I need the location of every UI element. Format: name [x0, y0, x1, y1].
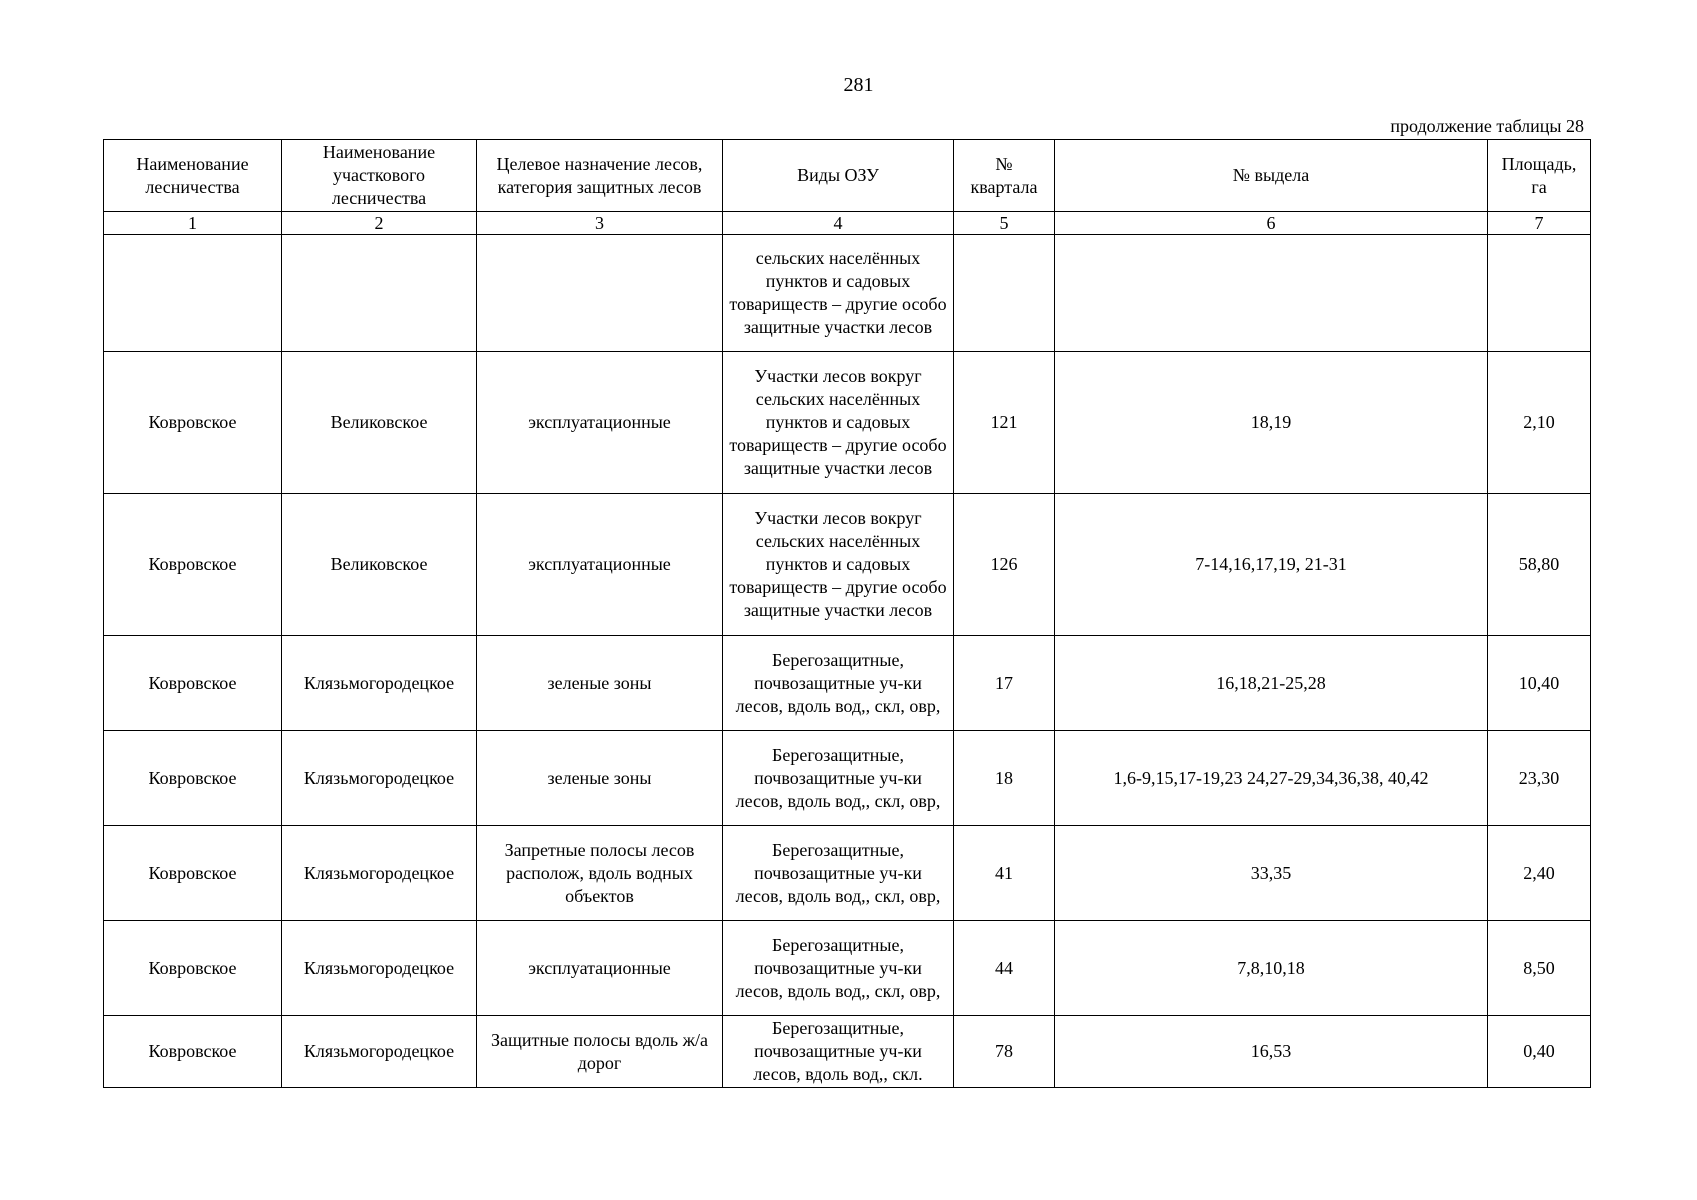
cell-district: Клязьмогородецкое — [282, 826, 477, 921]
cell-ozu: Берегозащитные, почвозащитные уч-ки лесов, вдоль вод,, скл. — [723, 1016, 954, 1088]
cell-ozu: Участки лесов вокруг сельских населённых пунктов и садовых товариществ – другие особо защитные участки лесов — [723, 494, 954, 636]
table-row — [104, 235, 1591, 352]
cell-plots: 16,18,21-25,28 — [1055, 636, 1488, 731]
table-row — [104, 1016, 1591, 1088]
cell-quarter: 121 — [954, 352, 1055, 494]
cell-area: 58,80 — [1488, 494, 1591, 636]
header-quarter: № квартала — [954, 140, 1055, 212]
column-number: 7 — [1488, 212, 1591, 235]
cell-plots — [1055, 235, 1488, 352]
table-row — [104, 352, 1591, 494]
cell-district: Клязьмогородецкое — [282, 636, 477, 731]
cell-purpose: эксплуатационные — [477, 352, 723, 494]
cell-plots: 7-14,16,17,19, 21-31 — [1055, 494, 1488, 636]
cell-ozu: Берегозащитные, почвозащитные уч-ки лесов, вдоль вод,, скл, овр, — [723, 826, 954, 921]
cell-area: 8,50 — [1488, 921, 1591, 1016]
cell-district: Клязьмогородецкое — [282, 921, 477, 1016]
table-row — [104, 636, 1591, 731]
table-row — [104, 921, 1591, 1016]
cell-area: 23,30 — [1488, 731, 1591, 826]
cell-purpose: зеленые зоны — [477, 636, 723, 731]
cell-forestry: Ковровское — [104, 352, 282, 494]
column-number: 5 — [954, 212, 1055, 235]
column-number: 3 — [477, 212, 723, 235]
cell-forestry — [104, 235, 282, 352]
column-numbers-row — [104, 212, 1591, 235]
table-row — [104, 494, 1591, 636]
column-number: 1 — [104, 212, 282, 235]
cell-forestry: Ковровское — [104, 731, 282, 826]
cell-ozu: сельских населённых пунктов и садовых товариществ – другие особо защитные участки лесов — [723, 235, 954, 352]
cell-ozu: Участки лесов вокруг сельских населённых пунктов и садовых товариществ – другие особо защитные участки лесов — [723, 352, 954, 494]
cell-ozu: Берегозащитные, почвозащитные уч-ки лесов, вдоль вод,, скл, овр, — [723, 731, 954, 826]
column-number: 2 — [282, 212, 477, 235]
header-purpose: Целевое назначение лесов, категория защитных лесов — [477, 140, 723, 212]
header-row — [104, 140, 1591, 212]
cell-quarter: 18 — [954, 731, 1055, 826]
header-district: Наименование участкового лесничества — [282, 140, 477, 212]
cell-forestry: Ковровское — [104, 494, 282, 636]
cell-quarter: 41 — [954, 826, 1055, 921]
header-ozu: Виды ОЗУ — [723, 140, 954, 212]
header-forestry: Наименование лесничества — [104, 140, 282, 212]
cell-area: 0,40 — [1488, 1016, 1591, 1088]
cell-ozu: Берегозащитные, почвозащитные уч-ки лесов, вдоль вод,, скл, овр, — [723, 636, 954, 731]
cell-forestry: Ковровское — [104, 921, 282, 1016]
cell-plots: 7,8,10,18 — [1055, 921, 1488, 1016]
cell-district: Клязьмогородецкое — [282, 731, 477, 826]
table-row — [104, 826, 1591, 921]
cell-quarter: 44 — [954, 921, 1055, 1016]
cell-quarter — [954, 235, 1055, 352]
cell-plots: 1,6-9,15,17-19,23 24,27-29,34,36,38, 40,42 — [1055, 731, 1488, 826]
page-number: 281 — [843, 74, 874, 96]
cell-ozu: Берегозащитные, почвозащитные уч-ки лесов, вдоль вод,, скл, овр, — [723, 921, 954, 1016]
cell-district: Великовское — [282, 494, 477, 636]
cell-purpose — [477, 235, 723, 352]
cell-area: 2,10 — [1488, 352, 1591, 494]
header-area: Площадь, га — [1488, 140, 1591, 212]
cell-forestry: Ковровское — [104, 826, 282, 921]
table-row — [104, 731, 1591, 826]
cell-plots: 18,19 — [1055, 352, 1488, 494]
cell-district — [282, 235, 477, 352]
cell-area: 10,40 — [1488, 636, 1591, 731]
cell-plots: 33,35 — [1055, 826, 1488, 921]
cell-district: Клязьмогородецкое — [282, 1016, 477, 1088]
table-continuation-caption: продолжение таблицы 28 — [1390, 116, 1584, 136]
cell-purpose: Защитные полосы вдоль ж/а дорог — [477, 1016, 723, 1088]
cell-forestry: Ковровское — [104, 636, 282, 731]
cell-quarter: 17 — [954, 636, 1055, 731]
cell-plots: 16,53 — [1055, 1016, 1488, 1088]
header-plots: № выдела — [1055, 140, 1488, 212]
cell-purpose: эксплуатационные — [477, 921, 723, 1016]
cell-purpose: эксплуатационные — [477, 494, 723, 636]
cell-district: Великовское — [282, 352, 477, 494]
cell-forestry: Ковровское — [104, 1016, 282, 1088]
cell-quarter: 126 — [954, 494, 1055, 636]
forest-zones-table — [103, 139, 1591, 1088]
column-number: 4 — [723, 212, 954, 235]
cell-quarter: 78 — [954, 1016, 1055, 1088]
cell-purpose: зеленые зоны — [477, 731, 723, 826]
column-number: 6 — [1055, 212, 1488, 235]
cell-area: 2,40 — [1488, 826, 1591, 921]
cell-purpose: Запретные полосы лесов располож, вдоль водных объектов — [477, 826, 723, 921]
cell-area — [1488, 235, 1591, 352]
